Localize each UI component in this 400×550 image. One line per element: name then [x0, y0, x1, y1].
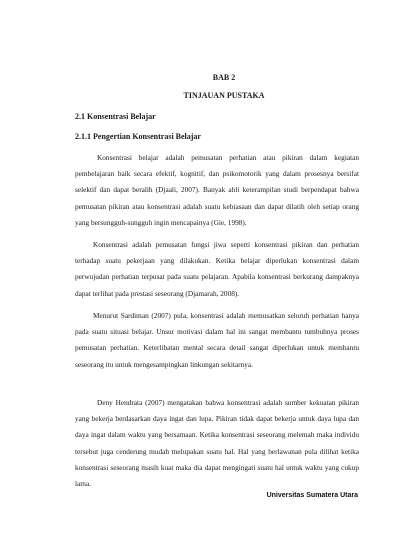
body-paragraph: Menurut Sardiman (2007) pula, konsentrasi adalah memusatkan seluruh perhatian hanya pada suatu situasi belajar. Unsur motivasi dalam hal ini sangat membantu tumbuhnya proses pemusatan perhatian. Keterlibatan mental secara detail sangat diperlukan untuk membantu seseorang itu untuk mengesampingkan linkungan sekitarnya.: [75, 311, 359, 369]
body-paragraph: Deny Hendrata (2007) mengatakan bahwa konsentrasi adalah sumber kekuatan pikiran yang bekerja berdasarkan daya ingat dan lupa. Pikiran tidak dapat bekerja untuk daya lupa dan daya ingat dalam waktu yang bersamaan. Ketika konsentrasi seseorang melemah maka individu tersebut juga cenderung mudah melupakan suatu hal. Hal yang berlawanan pula dilihat ketika konsentrasi seseorang masih kuat maka dia dapat mengingati suatu hal untuk waktu yang cukup lama.: [75, 398, 359, 489]
chapter-title: TINJAUAN PUSTAKA: [183, 91, 265, 100]
subsection-heading: 2.1.1 Pengertian Konsentrasi Belajar: [75, 132, 201, 141]
body-paragraph: Konsentrasi belajar adalah pemusatan perhatian atau pikiran dalam kegiatan pembelajaran baik secara efektif, kognitif, dan psikomotorik yang dalam prosesnya bersifat selektif dan dapat beralih (Djaali, 2007). Banyak ahli keterampilan studi berpendapat bahwa pemusatan pikiran atau konsentrasi adalah suatu kebiasaan dan dapat dilatih oleh setiap orang yang bersungguh-sungguh ingin mencapainya (Gie, 1998).: [75, 153, 359, 227]
university-footer: Universitas Sumatera Utara: [266, 492, 358, 499]
section-heading: 2.1 Konsentrasi Belajar: [75, 112, 156, 121]
body-paragraph: Konsentrasi adalah pemusatan fungsi jiwa seperti konsentrasi pikiran dan perhatian terhadap suatu pekerjaan yang dilakukan. Ketika belajar diperlukan konsentrasi dalam perwujudan perhatian terpusat pada suatu pelajaran. Apabila konsentrasi berkurang dampaknya dapat terlihat pada prestasi seseorang (Djamarah, 2008).: [75, 240, 359, 298]
chapter-number: BAB 2: [212, 73, 236, 82]
